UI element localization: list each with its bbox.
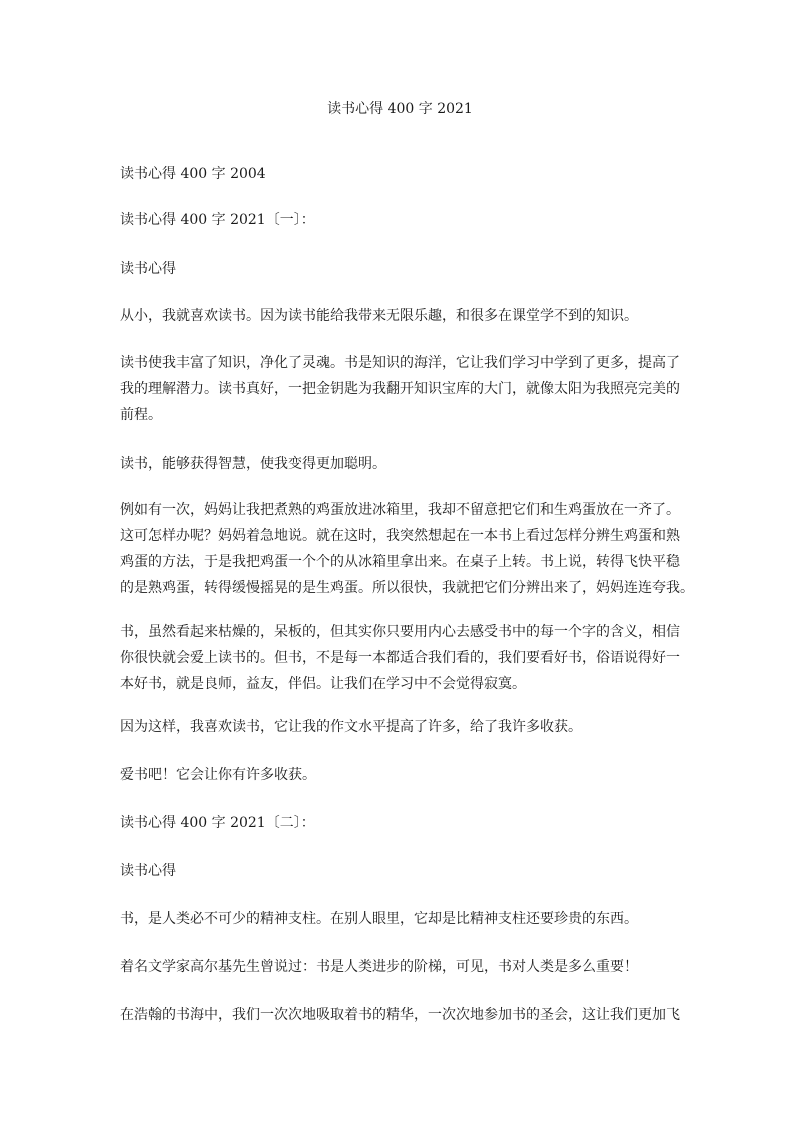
paragraph-line: 因为这样，我喜欢读书，它让我的作文水平提高了许多，给了我许多收获。 bbox=[120, 719, 582, 735]
paragraph-line: 书，是人类必不可少的精神支柱。在别人眼里，它却是比精神支柱还要珍贵的东西。 bbox=[120, 911, 638, 927]
paragraph-body bbox=[120, 762, 680, 788]
paragraph-subtitle bbox=[120, 161, 680, 187]
paragraph-line: 读书使我丰富了知识，净化了灵魂。书是知识的海洋，它让我们学习中学到了更多，提高了 bbox=[120, 355, 680, 371]
paragraph-body bbox=[120, 906, 680, 932]
paragraph-line: 书，虽然看起来枯燥的，呆板的，但其实你只要用内心去感受书中的每一个字的含义，相信 bbox=[120, 624, 680, 640]
paragraph-line: 从小，我就喜欢读书。因为读书能给我带来无限乐趣，和很多在课堂学不到的知识。 bbox=[120, 308, 638, 324]
paragraph-body bbox=[120, 350, 680, 428]
paragraph-line: 的是熟鸡蛋，转得缓慢摇晃的是生鸡蛋。所以很快，我就把它们分辨出来了，妈妈连连夸我。 bbox=[120, 580, 694, 596]
paragraph-line: 在浩翰的书海中，我们一次次地吸取着书的精华，一次次地参加书的圣会，这让我们更加飞 bbox=[120, 1007, 680, 1023]
paragraph-line: 我的理解潜力。读书真好，一把金钥匙为我翻开知识宝库的大门，就像太阳为我照亮完美的 bbox=[120, 381, 680, 397]
paragraph-body bbox=[120, 954, 680, 980]
document-title: 读书心得 400 字 2021 bbox=[327, 101, 473, 117]
paragraph-section-heading bbox=[120, 207, 680, 233]
paragraph-line: 本好书，就是良师，益友，伴侣。让我们在学习中不会觉得寂寞。 bbox=[120, 676, 526, 692]
paragraph-line: 读书心得 400 字 2021〔一〕： bbox=[120, 212, 315, 228]
paragraph-line: 这可怎样办呢？妈妈着急地说。就在这时，我突然想起在一本书上看过怎样分辨生鸡蛋和熟 bbox=[120, 528, 680, 544]
paragraph-line: 例如有一次，妈妈让我把煮熟的鸡蛋放进冰箱里，我却不留意把它们和生鸡蛋放在一齐了。 bbox=[120, 502, 680, 518]
paragraph-line: 你很快就会爱上读书的。但书，不是每一本都适合我们看的，我们要看好书，俗语说得好一 bbox=[120, 650, 680, 666]
paragraph-line: 前程。 bbox=[120, 407, 162, 423]
paragraph-line: 读书心得 bbox=[120, 863, 176, 879]
paragraph-body bbox=[120, 1002, 680, 1028]
paragraph-line: 读书，能够获得智慧，使我变得更加聪明。 bbox=[120, 456, 386, 472]
paragraph-essay-heading bbox=[120, 858, 680, 884]
paragraph-essay-heading bbox=[120, 256, 680, 282]
paragraph-section-heading bbox=[120, 810, 680, 836]
paragraph-body bbox=[120, 619, 680, 697]
paragraph-line: 读书心得 bbox=[120, 261, 176, 277]
paragraph-line: 读书心得 400 字 2004 bbox=[120, 166, 266, 182]
paragraph-line: 读书心得 400 字 2021〔二〕： bbox=[120, 815, 315, 831]
paragraph-body bbox=[120, 451, 680, 477]
paragraph-line: 着名文学家高尔基先生曾说过：书是人类进步的阶梯，可见，书对人类是多么重要！ bbox=[120, 959, 638, 975]
paragraph-line: 爱书吧！它会让你有许多收获。 bbox=[120, 767, 316, 783]
paragraph-body bbox=[120, 497, 694, 601]
paragraph-line: 鸡蛋的方法，于是我把鸡蛋一个个的从冰箱里拿出来。在桌子上转。书上说，转得飞快平稳 bbox=[120, 554, 680, 570]
paragraph-body bbox=[120, 303, 680, 329]
paragraph-body bbox=[120, 714, 680, 740]
